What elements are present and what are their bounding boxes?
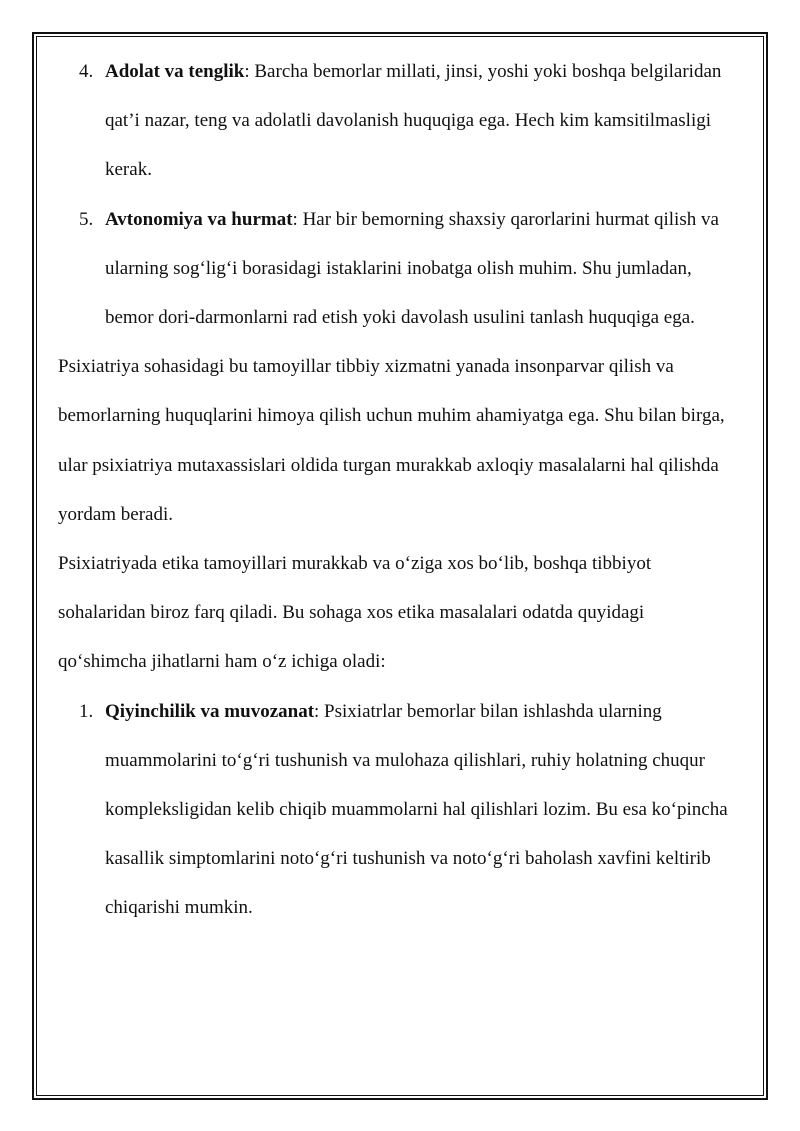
list-item xyxy=(58,687,730,933)
list-item-text: : Har bir bemorning shaxsiy qarorlarini hurmat qilish va ularning sog‘lig‘i borasidagi istaklarini inobatga olish muhim. Shu jumladan, bemor dori-darmonlarni rad etish yoki davolash usulini tanlash huquqiga ega. xyxy=(105,208,719,329)
list-item xyxy=(58,195,730,343)
list-item-text: : Barcha bemorlar millati, jinsi, yoshi yoki boshqa belgilaridan qat’i nazar, teng va adolatli davolanish huquqiga ega. Hech kim kamsitilmasligi kerak. xyxy=(105,61,722,181)
body-paragraph: Psixiatriyada etika tamoyillari murakkab va o‘ziga xos bo‘lib, boshqa tibbiyot sohalaridan biroz farq qiladi. Bu sohaga xos etika masalalari odatda quyidagi qo‘shimcha jihatlarni ham o‘z ichiga oladi: xyxy=(58,553,652,673)
list-item-term: Avtonomiya va hurmat xyxy=(105,208,293,230)
list-item xyxy=(58,47,730,195)
list-item-number: 1. xyxy=(79,700,94,722)
list-item-term: Qiyinchilik va muvozanat xyxy=(105,700,315,722)
list-item-term: Adolat va tenglik xyxy=(105,61,245,82)
list-item-number: 4. xyxy=(79,61,94,82)
body-paragraph: Psixiatriya sohasidagi bu tamoyillar tibbiy xizmatni yanada insonparvar qilish va bemorlarning huquqlarini himoya qilish uchun muhim ahamiyatga ega. Shu bilan birga, ular psixiatriya mutaxassislari oldida turgan murakkab axloqiy masalalarni hal qilishda yordam beradi. xyxy=(58,356,725,525)
list-item-number: 5. xyxy=(79,208,94,230)
document-body xyxy=(58,47,730,933)
list-item-text: : Psixiatrlar bemorlar bilan ishlashda ularning muammolarini to‘g‘ri tushunish va mulohaza qilishlari, ruhiy holatning chuqur kompleksligidan kelib chiqib muammolarni hal qilishlari lozim. Bu esa ko‘pincha kasallik simptomlarini noto‘g‘ri tushunish va noto‘g‘ri baholash xavfini keltirib chiqarishi mumkin. xyxy=(105,700,728,919)
